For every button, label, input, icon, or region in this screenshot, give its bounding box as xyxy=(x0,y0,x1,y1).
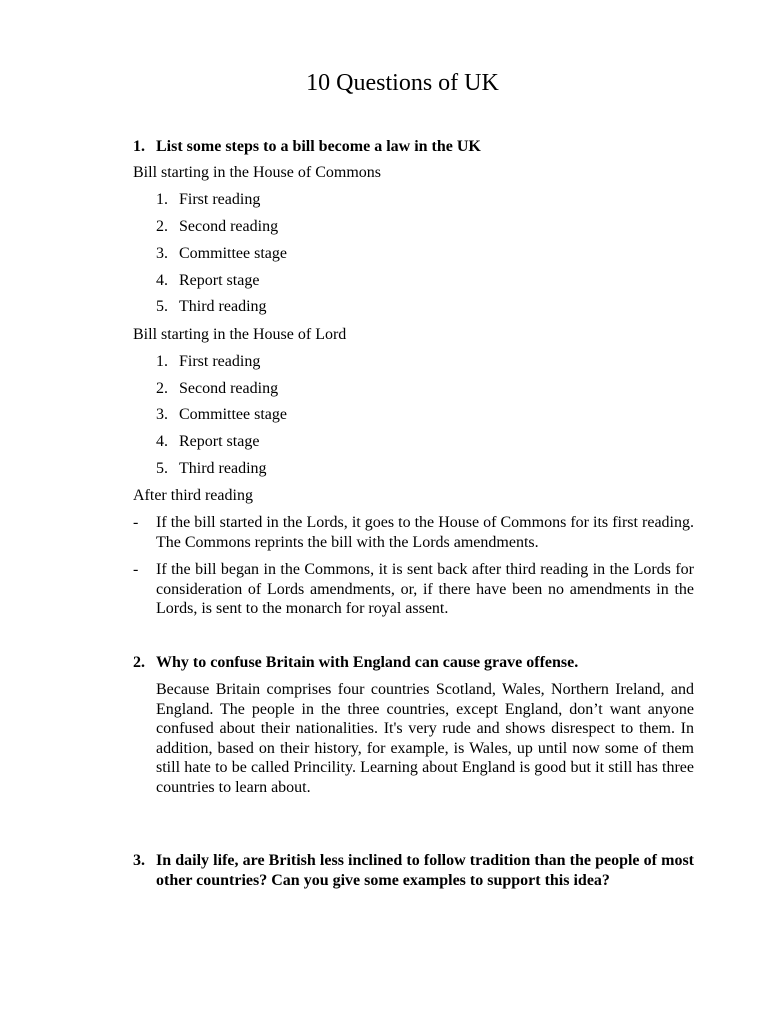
list-item: 4. Report stage xyxy=(156,433,260,450)
question-number: 3. xyxy=(133,852,145,869)
bullet-item: - If the bill began in the Commons, it is sent back after third reading in the Lords for consideration of Lords amendments, or, if there have been no amendments in the Lords, is sent to the monarch for royal assent. xyxy=(133,561,694,617)
list-item: 1. First reading xyxy=(156,191,261,208)
list-item: 4. Report stage xyxy=(156,272,260,289)
question-number: 1. xyxy=(133,138,145,155)
bullet-item: - If the bill started in the Lords, it goes to the House of Commons for its first reading. The Commons reprints the bill with the Lords amendments. xyxy=(133,514,694,551)
list-item: 3. Committee stage xyxy=(156,406,287,423)
after-intro: After third reading xyxy=(133,487,253,504)
question-text: List some steps to a bill become a law in the UK xyxy=(156,138,481,155)
list-item: 1. First reading xyxy=(156,353,261,370)
question-2-heading xyxy=(133,653,694,673)
commons-intro: Bill starting in the House of Commons xyxy=(133,164,381,181)
list-item: 2. Second reading xyxy=(156,380,279,397)
list-item: 5. Third reading xyxy=(156,460,267,477)
list-item: 5. Third reading xyxy=(156,298,267,315)
question-text: Why to confuse Britain with England can cause grave offense. xyxy=(156,654,579,671)
document-title: 10 Questions of UK xyxy=(306,70,499,96)
question-number: 2. xyxy=(133,654,145,671)
list-item: 3. Committee stage xyxy=(156,245,287,262)
lords-intro: Bill starting in the House of Lord xyxy=(133,326,347,343)
question-text: In daily life, are British less inclined to follow tradition than the people of most other countries? Can you give some examples to support this idea? xyxy=(156,852,694,889)
list-item: 2. Second reading xyxy=(156,218,279,235)
question-3-heading xyxy=(133,851,694,890)
answer-paragraph: Because Britain comprises four countries Scotland, Wales, Northern Ireland, and England. The people in the three countries, except England, don’t want anyone confused about their nationalities. It's very rude and shows disrespect to them. In addition, based on their history, for example, is Wales, up until now some of them still hate to be called Princility. Learning about England is good but it still has three countries to learn about. xyxy=(156,681,694,796)
question-1-heading xyxy=(133,137,694,157)
